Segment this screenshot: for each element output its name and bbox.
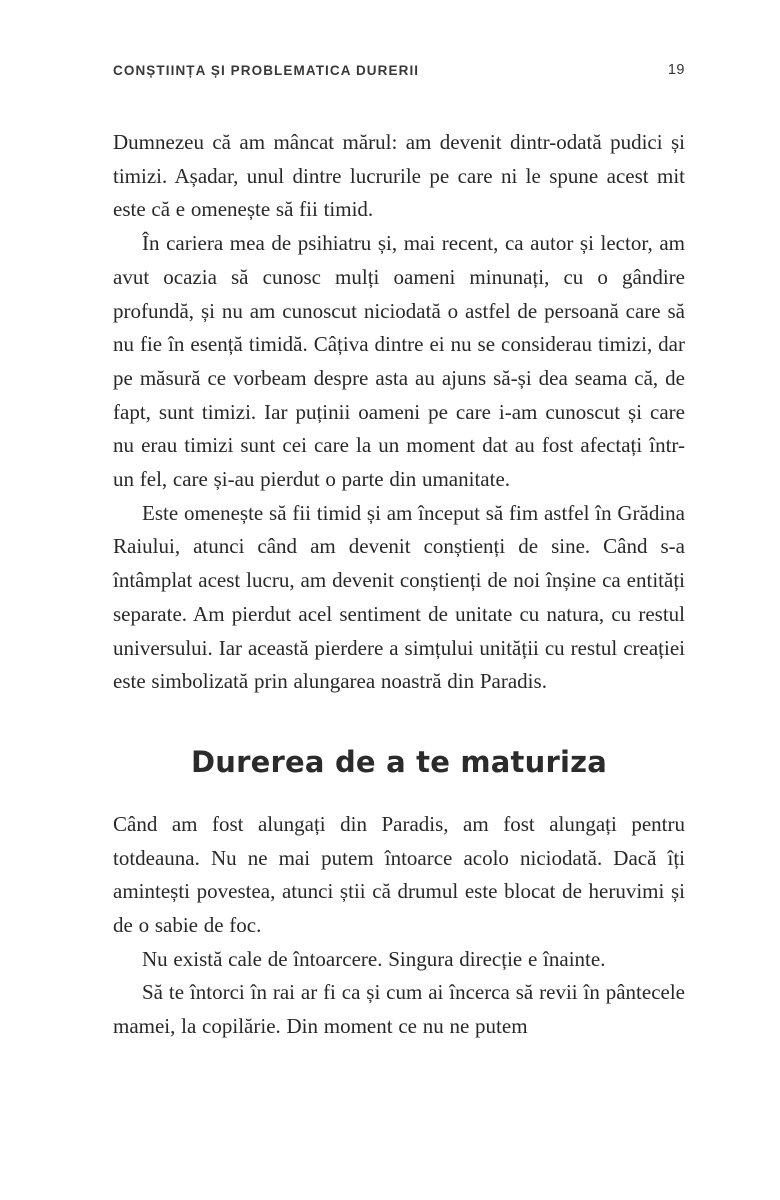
section-heading: Durerea de a te maturiza	[191, 744, 607, 779]
running-title: CONȘTIINȚA ȘI PROBLEMATICA DURERII	[113, 63, 420, 78]
body-paragraph: Este omenește să fii timid și am început să fim astfel în Grădina Raiului, atunci când am devenit conștienți de sine. Când s-a întâmplat acest lucru, am devenit conștienți de noi înșine ca entități separate. Am pierdut acel sentiment de unitate cu natura, cu restul universului. Iar această pierdere a simțului unității cu restul creației este simbolizată prin alungarea noastră din Paradis.	[113, 500, 685, 694]
body-paragraph: Dumnezeu că am mâncat mărul: am devenit dintr-odată pudici și timizi. Așadar, unul dintre lucrurile pe care ni le spune acest mit este că e omenește să fii timid.	[113, 130, 685, 222]
body-paragraph: În cariera mea de psihiatru și, mai recent, ca autor și lector, am avut ocazia să cunosc mulți oameni minunați, cu o gândire profundă, și nu am cunoscut niciodată o astfel de persoană care să nu fie în esență timidă. Câțiva dintre ei nu se considerau timizi, dar pe măsură ce vorbeam despre asta au ajuns să-și dea seama că, de fapt, sunt timizi. Iar puținii oameni pe care i-am cunoscut și care nu erau timizi sunt cei care la un moment dat au fost afectați într-un fel, care și-au pierdut o parte din umanitate.	[113, 231, 685, 492]
body-paragraph: Să te întorci în rai ar fi ca și cum ai încerca să revii în pântecele mamei, la copilărie. Din moment ce nu ne putem	[113, 980, 685, 1039]
body-paragraph: Când am fost alungați din Paradis, am fost alungați pentru totdeauna. Nu ne mai putem întoarce acolo niciodată. Dacă îți amintești povestea, atunci știi că drumul este blocat de heruvimi și de o sabie de foc.	[113, 811, 685, 938]
running-header	[113, 62, 685, 79]
body-paragraph: Nu există cale de întoarcere. Singura direcție e înainte.	[142, 946, 606, 971]
page-number: 19	[667, 62, 685, 78]
content	[113, 126, 685, 1044]
